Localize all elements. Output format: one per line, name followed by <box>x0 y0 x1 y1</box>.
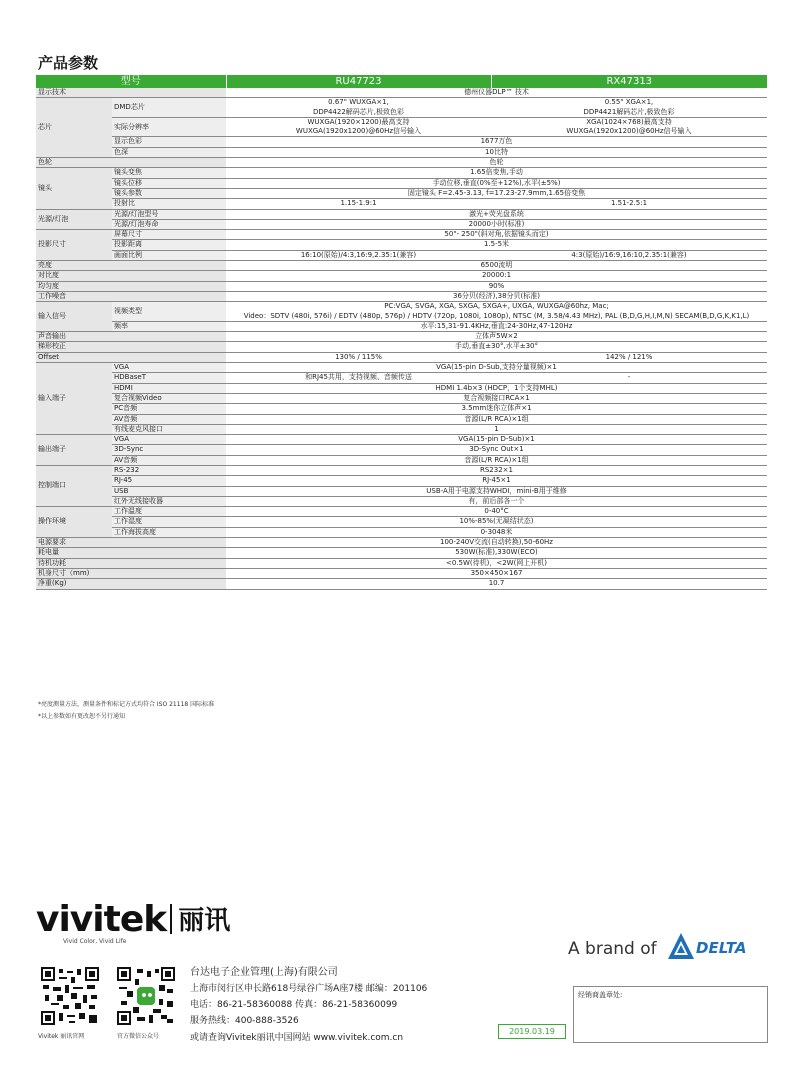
spec-value-rx47313: 142% / 121% <box>491 352 767 362</box>
spec-subcategory: USB <box>112 486 226 496</box>
spec-row <box>36 486 767 496</box>
dealer-stamp-box <box>573 986 768 1043</box>
spec-category: 镜头 <box>36 168 112 209</box>
spec-category: 亮度 <box>36 261 226 271</box>
spec-subcategory: 频率 <box>112 321 226 331</box>
spec-subcategory: RJ-45 <box>112 476 226 486</box>
spec-row <box>36 538 767 548</box>
spec-subcategory: 屏幕尺寸 <box>112 230 226 240</box>
spec-category: 输出端子 <box>36 435 112 466</box>
spec-subcategory: 有线麦克风接口 <box>112 424 226 434</box>
spec-value-shared: 手动,垂直±30°,水平±30° <box>226 342 767 352</box>
spec-subcategory: 实际分辨率 <box>112 117 226 137</box>
spec-category: 待机功耗 <box>36 558 226 568</box>
spec-subcategory: DMD芯片 <box>112 98 226 118</box>
spec-category: 芯片 <box>36 98 112 158</box>
spec-row <box>36 219 767 229</box>
company-name: 台达电子企业管理(上海)有限公司 <box>190 967 338 978</box>
spec-subcategory: HDMI <box>112 383 226 393</box>
footnote-brightness: *亮度测量方法，测量条件和标记方式均符合 ISO 21118 国际标准 <box>38 701 215 708</box>
spec-value-shared: 100-240V交流(自动转换),50-60Hz <box>226 538 767 548</box>
spec-value-shared: 立体声5W×2 <box>226 332 767 342</box>
spec-row <box>36 342 767 352</box>
spec-value-shared: PC:VGA, SVGA, XGA, SXGA, SXGA+, UXGA, WUXGA@60hz, Mac; Video：SDTV (480i, 576i) / EDTV (480p, 576p) / HDTV (720p, 1080i, 1080p), NTSC (M, 3.58/4.43 MHz), PAL (B,D,G,H,I,M,N) SECAM(B,D,G,K,K1,L) <box>226 302 767 322</box>
spec-row <box>36 209 767 219</box>
spec-row <box>36 455 767 465</box>
spec-subcategory: AV音频 <box>112 455 226 465</box>
service-hotline: 服务热线：400-888-3526 <box>190 1016 299 1026</box>
spec-value-shared: 10.7 <box>226 579 767 589</box>
spec-row <box>36 199 767 209</box>
spec-subcategory: 显示色彩 <box>112 137 226 147</box>
spec-category: 耗电量 <box>36 548 226 558</box>
spec-value-ru47723: 1.15-1.9:1 <box>226 199 491 209</box>
logo-divider <box>170 904 172 934</box>
spec-subcategory: 色深 <box>112 147 226 157</box>
spec-value-shared: 350×450×167 <box>226 568 767 578</box>
spec-subcategory: 光源/灯泡寿命 <box>112 219 226 229</box>
spec-row <box>36 352 767 362</box>
spec-value-shared: 1.65倍变焦,手动 <box>226 168 767 178</box>
spec-category: Offset <box>36 352 226 362</box>
spec-subcategory: HDBaseT <box>112 373 226 383</box>
spec-subcategory: 光源/灯泡型号 <box>112 209 226 219</box>
spec-category: 梯形校正 <box>36 342 226 352</box>
spec-subcategory: AV音频 <box>112 414 226 424</box>
spec-value-shared: 有，前后部各一个 <box>226 496 767 506</box>
spec-row <box>36 158 767 168</box>
spec-value-ru47723: 16:10(原始)/4:3,16:9,2.35:1(兼容) <box>226 250 491 260</box>
spec-subcategory: 复合视频Video <box>112 393 226 403</box>
spec-value-shared: 0-3048米 <box>226 527 767 537</box>
spec-row <box>36 445 767 455</box>
spec-row <box>36 117 767 137</box>
spec-subcategory: 工作海拔高度 <box>112 527 226 537</box>
spec-value-shared: 0-40°C <box>226 507 767 517</box>
vivitek-logo <box>36 900 230 938</box>
spec-row <box>36 230 767 240</box>
dealer-stamp-label: 经销商盖章处: <box>578 991 623 999</box>
spec-category: 色轮 <box>36 158 226 168</box>
spec-row <box>36 178 767 188</box>
spec-value-rx47313: 0.55" XGA×1, DDP4421解码芯片,极致色彩 <box>491 98 767 118</box>
spec-value-shared: 激光+荧光盘系统 <box>226 209 767 219</box>
spec-row <box>36 435 767 445</box>
spec-row <box>36 414 767 424</box>
spec-row <box>36 281 767 291</box>
spec-subcategory: 镜头参数 <box>112 188 226 198</box>
header-ru47723: RU47723 <box>226 75 491 88</box>
spec-value-rx47313: XGA(1024×768)最高支持 WUXGA(1920x1200)@60Hz信号输入 <box>491 117 767 137</box>
spec-value-shared: 音源(L/R RCA)×1组 <box>226 414 767 424</box>
spec-row <box>36 496 767 506</box>
spec-value-shared: 1 <box>226 424 767 434</box>
spec-row <box>36 373 767 383</box>
spec-category: 对比度 <box>36 271 226 281</box>
spec-row <box>36 424 767 434</box>
spec-row <box>36 147 767 157</box>
spec-row <box>36 321 767 331</box>
spec-subcategory: 工作温度 <box>112 507 226 517</box>
spec-row <box>36 579 767 589</box>
spec-row <box>36 558 767 568</box>
spec-row <box>36 261 767 271</box>
spec-row <box>36 568 767 578</box>
spec-category: 显示技术 <box>36 88 226 98</box>
spec-category: 工作噪音 <box>36 291 226 301</box>
header-model: 型号 <box>36 75 226 88</box>
spec-value-shared: 530W(标准),330W(ECO) <box>226 548 767 558</box>
spec-value-shared: 1.5-5米 <box>226 240 767 250</box>
brand-of-text: A brand of <box>568 939 657 959</box>
spec-subcategory: 镜头位移 <box>112 178 226 188</box>
spec-subcategory: 投影距离 <box>112 240 226 250</box>
spec-row <box>36 302 767 322</box>
spec-row <box>36 168 767 178</box>
spec-category: 输入端子 <box>36 363 112 435</box>
spec-category: 声音输出 <box>36 332 226 342</box>
spec-table <box>36 75 767 590</box>
spec-category: 控制端口 <box>36 465 112 506</box>
spec-row <box>36 527 767 537</box>
spec-value-shared: HDMI 1.4b×3 (HDCP，1个支持MHL) <box>226 383 767 393</box>
spec-value-rx47313: 1.51-2.5:1 <box>491 199 767 209</box>
spec-row <box>36 507 767 517</box>
spec-subcategory: 3D-Sync <box>112 445 226 455</box>
spec-value-shared: 色轮 <box>226 158 767 168</box>
spec-row <box>36 88 767 98</box>
qr-caption-website: Vivitek 丽讯官网 <box>38 1033 85 1040</box>
spec-value-shared: 6500流明 <box>226 261 767 271</box>
spec-subcategory: 画面比例 <box>112 250 226 260</box>
spec-value-shared: <0.5W(待机)，<2W(网上开机) <box>226 558 767 568</box>
spec-row <box>36 404 767 414</box>
spec-subcategory: 投射比 <box>112 199 226 209</box>
spec-row <box>36 98 767 118</box>
spec-value-ru47723: 0.67" WUXGA×1, DDP4422解码芯片,极致色彩 <box>226 98 491 118</box>
header-rx47313: RX47313 <box>491 75 767 88</box>
spec-subcategory: 镜头变焦 <box>112 168 226 178</box>
logo-tagline: Vivid Color, Vivid Life <box>63 938 127 945</box>
spec-category: 机身尺寸（mm) <box>36 568 226 578</box>
spec-value-shared: 90% <box>226 281 767 291</box>
spec-row <box>36 137 767 147</box>
company-website: 或请查询Vivitek丽讯中国网站 www.vivitek.com.cn <box>190 1033 404 1043</box>
logo-chinese: 丽讯 <box>178 906 231 936</box>
spec-subcategory: 红外无线接收器 <box>112 496 226 506</box>
spec-row <box>36 250 767 260</box>
spec-value-shared: 复合视频接口RCA×1 <box>226 393 767 403</box>
spec-category: 电源要求 <box>36 538 226 548</box>
spec-row <box>36 465 767 475</box>
spec-row <box>36 271 767 281</box>
spec-category: 投影尺寸 <box>36 230 112 261</box>
print-date: 2019.03.19 <box>498 1024 566 1039</box>
spec-subcategory: PC音频 <box>112 404 226 414</box>
spec-subcategory: VGA <box>112 435 226 445</box>
spec-category: 光源/灯泡 <box>36 209 112 230</box>
spec-value-shared: VGA(15-pin D-Sub,支持分量视频)×1 <box>226 363 767 373</box>
spec-value-shared: RJ-45×1 <box>226 476 767 486</box>
delta-wordmark: DELTA <box>696 939 747 957</box>
spec-row <box>36 476 767 486</box>
spec-value-shared: 德州仪器DLP™ 技术 <box>226 88 767 98</box>
spec-category: 输入信号 <box>36 302 112 332</box>
logo-wordmark: vivitek <box>36 899 167 940</box>
spec-category: 操作环境 <box>36 507 112 538</box>
spec-row <box>36 332 767 342</box>
spec-value-ru47723: 130% / 115% <box>226 352 491 362</box>
spec-value-shared: 20000:1 <box>226 271 767 281</box>
spec-value-shared: RS232×1 <box>226 465 767 475</box>
page-title: 产品参数 <box>38 54 99 72</box>
spec-value-shared: 36分贝(经济),38分贝(标准) <box>226 291 767 301</box>
table-header <box>36 75 767 88</box>
spec-subcategory: 工作湿度 <box>112 517 226 527</box>
qr-code-website-icon <box>41 967 99 1025</box>
spec-category: 净重(Kg) <box>36 579 226 589</box>
qr-code-wechat-icon <box>117 967 175 1025</box>
spec-subcategory: RS-232 <box>112 465 226 475</box>
spec-value-shared: 10比特 <box>226 147 767 157</box>
spec-value-shared: 1677万色 <box>226 137 767 147</box>
spec-category: 均匀度 <box>36 281 226 291</box>
spec-row <box>36 240 767 250</box>
spec-value-rx47313: 4:3(原始)/16:9,16:10,2.35:1(兼容) <box>491 250 767 260</box>
spec-row <box>36 548 767 558</box>
qr-caption-wechat: 官方微信公众号 <box>117 1033 160 1040</box>
spec-value-ru47723: WUXGA(1920×1200)最高支持 WUXGA(1920x1200)@60Hz信号输入 <box>226 117 491 137</box>
spec-row <box>36 517 767 527</box>
footnote-changes: *以上参数如有更改恕不另行通知 <box>38 713 126 720</box>
spec-value-shared: 20000小时(标准) <box>226 219 767 229</box>
spec-value-shared: 3.5mm迷你立体声×1 <box>226 404 767 414</box>
spec-value-shared: 3D-Sync Out×1 <box>226 445 767 455</box>
spec-subcategory: 视频类型 <box>112 302 226 322</box>
spec-value-shared: 音源(L/R RCA)×1组 <box>226 455 767 465</box>
spec-value-shared: 固定镜头 F=2.45-3.13, f=17.23-27.9mm,1.65倍变焦 <box>226 188 767 198</box>
spec-value-shared: USB-A用于电源支持WHDI，mini-B用于维修 <box>226 486 767 496</box>
spec-row <box>36 188 767 198</box>
spec-value-shared: 10%-85%(无凝结状态) <box>226 517 767 527</box>
spec-value-ru47723: 和RJ45共用，支持视频、音频传送 <box>226 373 491 383</box>
spec-row <box>36 291 767 301</box>
company-address: 上海市闵行区申长路618号绿谷广场A座7楼 邮编：201106 <box>190 984 428 994</box>
spec-row <box>36 383 767 393</box>
spec-value-shared: 水平:15,31-91.4KHz,垂直:24-30Hz,47-120Hz <box>226 321 767 331</box>
spec-row <box>36 363 767 373</box>
spec-value-shared: 50"- 250"(斜对角,依据镜头而定) <box>226 230 767 240</box>
spec-value-rx47313: - <box>491 373 767 383</box>
spec-row <box>36 393 767 403</box>
spec-value-shared: VGA(15-pin D-Sub)×1 <box>226 435 767 445</box>
spec-subcategory: VGA <box>112 363 226 373</box>
company-phone-fax: 电话：86-21-58360088 传真：86-21-58360099 <box>190 1000 398 1010</box>
spec-value-shared: 手动位移,垂直(0%至+12%),水平(±5%) <box>226 178 767 188</box>
